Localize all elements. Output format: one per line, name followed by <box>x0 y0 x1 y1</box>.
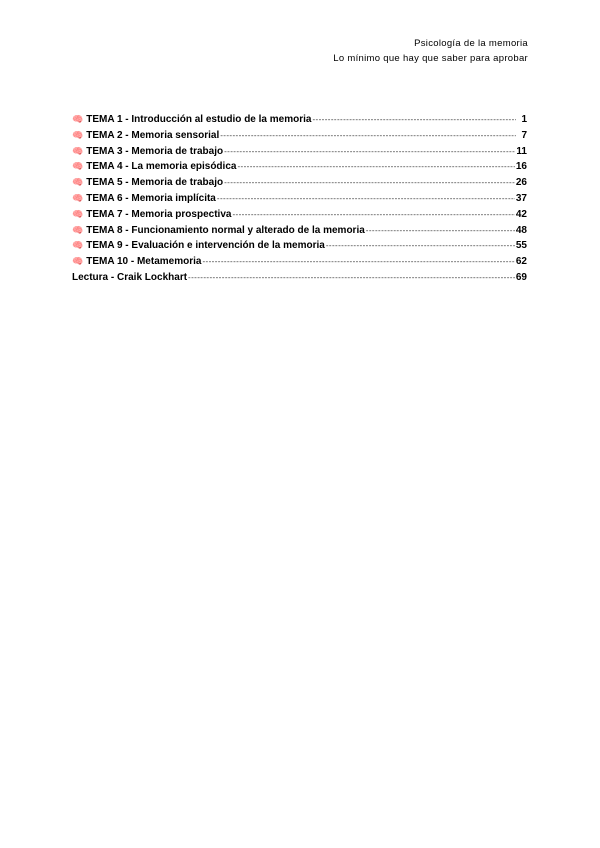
toc-entry-page: 37 <box>515 192 527 204</box>
toc-entry-page: 26 <box>515 177 527 189</box>
dot-leader <box>217 194 515 203</box>
toc-entry-title: TEMA 5 - Memoria de trabajo <box>86 177 224 189</box>
toc-entry-page: 48 <box>515 224 527 236</box>
dot-leader <box>224 178 515 187</box>
toc-entry-title: TEMA 1 - Introducción al estudio de la memoria <box>86 114 312 125</box>
dot-leader <box>366 226 515 235</box>
toc-entry-page: 1 <box>521 114 527 125</box>
toc-entry-tema-1[interactable] <box>72 114 527 130</box>
dot-leader <box>220 131 516 140</box>
toc-entry-tema-4[interactable] <box>72 161 527 177</box>
toc-entry-title: TEMA 2 - Memoria sensorial <box>86 129 220 141</box>
toc-entry-title: TEMA 4 - La memoria episódica <box>86 161 237 173</box>
toc-entry-tema-7[interactable] <box>72 209 527 225</box>
dot-leader <box>188 273 515 282</box>
dot-leader <box>237 162 514 171</box>
toc-entry-page: 62 <box>515 256 527 268</box>
toc-entry-title: TEMA 9 - Evaluación e intervención de la memoria <box>86 240 325 252</box>
dot-leader <box>224 147 515 156</box>
toc-entry-title: TEMA 7 - Memoria prospectiva <box>86 208 232 220</box>
toc-entry-tema-8[interactable] <box>72 225 527 241</box>
toc-entry-lectura[interactable] <box>72 272 527 288</box>
toc-entry-title: TEMA 6 - Memoria implícita <box>86 192 216 204</box>
brain-icon: 🧠 <box>72 208 84 219</box>
toc-entry-title: TEMA 8 - Funcionamiento normal y alterado de la memoria <box>86 224 365 236</box>
brain-icon: 🧠 <box>72 129 84 140</box>
toc-entry-tema-9[interactable] <box>72 240 527 256</box>
brain-icon: 🧠 <box>72 177 84 188</box>
brain-icon: 🧠 <box>72 114 84 124</box>
toc-entry-page: 69 <box>515 271 527 283</box>
brain-icon: 🧠 <box>72 192 84 203</box>
brain-icon: 🧠 <box>72 256 84 267</box>
toc-entry-tema-5[interactable] <box>72 177 527 193</box>
brain-icon: 🧠 <box>72 240 84 251</box>
toc-entry-tema-10[interactable] <box>72 256 527 272</box>
dot-leader <box>232 210 514 219</box>
table-of-contents <box>72 114 527 288</box>
brain-icon: 🧠 <box>72 224 84 235</box>
toc-entry-page: 7 <box>521 129 527 141</box>
toc-entry-page: 42 <box>515 208 527 220</box>
dot-leader <box>326 241 515 250</box>
page-header <box>333 36 528 66</box>
toc-entry-title: TEMA 10 - Metamemoria <box>86 256 202 268</box>
header-title: Psicología de la memoria <box>414 38 528 49</box>
header-subtitle: Lo mínimo que hay que saber para aprobar <box>333 53 528 64</box>
toc-entry-tema-3[interactable] <box>72 146 527 162</box>
toc-entry-tema-2[interactable] <box>72 130 527 146</box>
toc-entry-title: TEMA 3 - Memoria de trabajo <box>86 145 224 157</box>
toc-entry-tema-6[interactable] <box>72 193 527 209</box>
dot-leader <box>202 257 514 266</box>
brain-icon: 🧠 <box>72 145 84 156</box>
dot-leader <box>312 115 516 124</box>
toc-entry-page: 16 <box>515 161 527 173</box>
toc-entry-title: Lectura - Craik Lockhart <box>72 271 188 283</box>
toc-entry-page: 55 <box>515 240 527 252</box>
toc-entry-page: 11 <box>516 145 527 157</box>
brain-icon: 🧠 <box>72 161 84 172</box>
